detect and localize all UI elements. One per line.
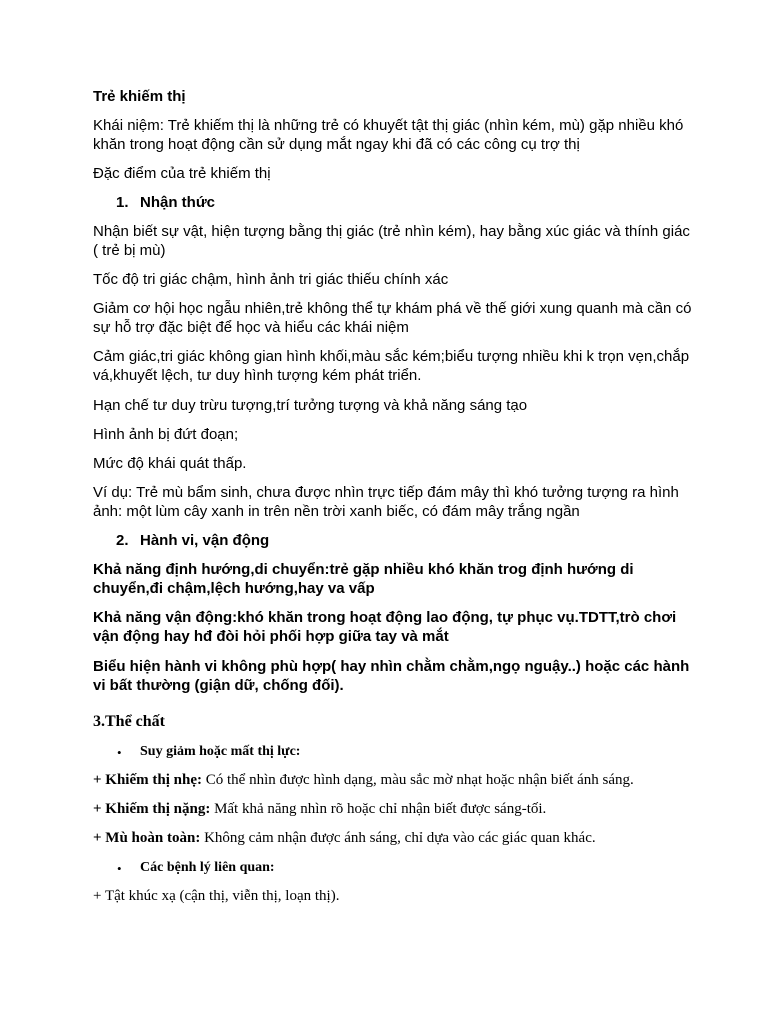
section1-title: Nhận thức bbox=[140, 194, 216, 211]
bullet-heading-related-conditions: Các bệnh lý liên quan: bbox=[140, 860, 275, 875]
bullet-heading-vision-loss: Suy giảm hoặc mất thị lực: bbox=[140, 744, 301, 759]
example-paragraph: Ví dụ: Trẻ mù bẩm sinh, chưa được nhìn trực tiếp đám mây thì khó tưởng tượng ra hình ảnh: một lùm cây xanh in trên nền trời xanh biếc, có đám mây trắng ngần bbox=[93, 484, 679, 520]
vision-level-item bbox=[93, 771, 693, 790]
vision-level-label: + Mù hoàn toàn: bbox=[93, 830, 201, 846]
section2-paragraph: Khả năng định hướng,di chuyển:trẻ gặp nhiều khó khăn trog định hướng di chuyển,đi chậm,lệch hướng,hay va vấp bbox=[93, 561, 634, 597]
vision-level-text: Không cảm nhận được ánh sáng, chỉ dựa vào các giác quan khác. bbox=[200, 830, 596, 846]
refractive-error-item: + Tật khúc xạ (cận thị, viễn thị, loạn thị). bbox=[93, 888, 340, 904]
vision-level-item bbox=[93, 800, 693, 819]
definition-paragraph: Khái niệm: Trẻ khiếm thị là những trẻ có khuyết tật thị giác (nhìn kém, mù) gặp nhiều khó khăn trong hoạt động cần sử dụng mắt ngay khi đã có các công cụ trợ thị bbox=[93, 117, 684, 153]
section1-paragraph: Hạn chế tư duy trừu tượng,trí tưởng tượng và khả năng sáng tạo bbox=[93, 397, 528, 414]
vision-level-label: + Khiếm thị nặng: bbox=[93, 801, 211, 817]
vision-level-item bbox=[93, 829, 693, 848]
section2-paragraph: Khả năng vận động:khó khăn trong hoạt động lao động, tự phục vụ.TDTT,trò chơi vận động hay hđ đòi hỏi phối hợp giữa tay và mắt bbox=[93, 609, 677, 645]
vision-level-text: Có thể nhìn được hình dạng, màu sắc mờ nhạt hoặc nhận biết ánh sáng. bbox=[201, 772, 634, 788]
section1-paragraph: Nhận biết sự vật, hiện tượng bằng thị giác (trẻ nhìn kém), hay bằng xúc giác và thính giác ( trẻ bị mù) bbox=[93, 223, 690, 259]
section1-paragraph: Giảm cơ hội học ngẫu nhiên,trẻ không thể tự khám phá về thế giới xung quanh mà cần có sự hỗ trợ đặc biệt để học và hiểu các khái niệm bbox=[93, 300, 692, 336]
section2-paragraph: Biểu hiện hành vi không phù hợp( hay nhìn chằm chằm,ngọ nguậy..) hoặc các hành vi bất thường (giận dữ, chống đối). bbox=[93, 658, 690, 694]
features-heading: Đặc điểm của trẻ khiếm thị bbox=[93, 165, 271, 182]
section3-title: 3.Thể chất bbox=[93, 713, 165, 730]
doc-title: Trẻ khiếm thị bbox=[93, 88, 186, 105]
vision-level-label: + Khiếm thị nhẹ: bbox=[93, 772, 202, 788]
section1-number: 1. bbox=[116, 194, 129, 211]
section2-number: 2. bbox=[116, 532, 129, 549]
section1-paragraph: Mức độ khái quát thấp. bbox=[93, 455, 247, 472]
section1-paragraph: Tốc độ tri giác chậm, hình ảnh tri giác thiếu chính xác bbox=[93, 271, 449, 288]
vision-level-text: Mất khả năng nhìn rõ hoặc chỉ nhận biết được sáng-tối. bbox=[210, 801, 547, 817]
bullet-icon: • bbox=[117, 745, 122, 760]
section1-paragraph: Cảm giác,tri giác không gian hình khối,màu sắc kém;biểu tượng nhiều khi k trọn vẹn,chắp vá,khuyết lệch, tư duy hình tượng kém phát triển. bbox=[93, 348, 690, 384]
section2-title: Hành vi, vận động bbox=[140, 532, 270, 549]
bullet-icon: • bbox=[117, 861, 122, 876]
section1-paragraph: Hình ảnh bị đứt đoạn; bbox=[93, 426, 239, 443]
